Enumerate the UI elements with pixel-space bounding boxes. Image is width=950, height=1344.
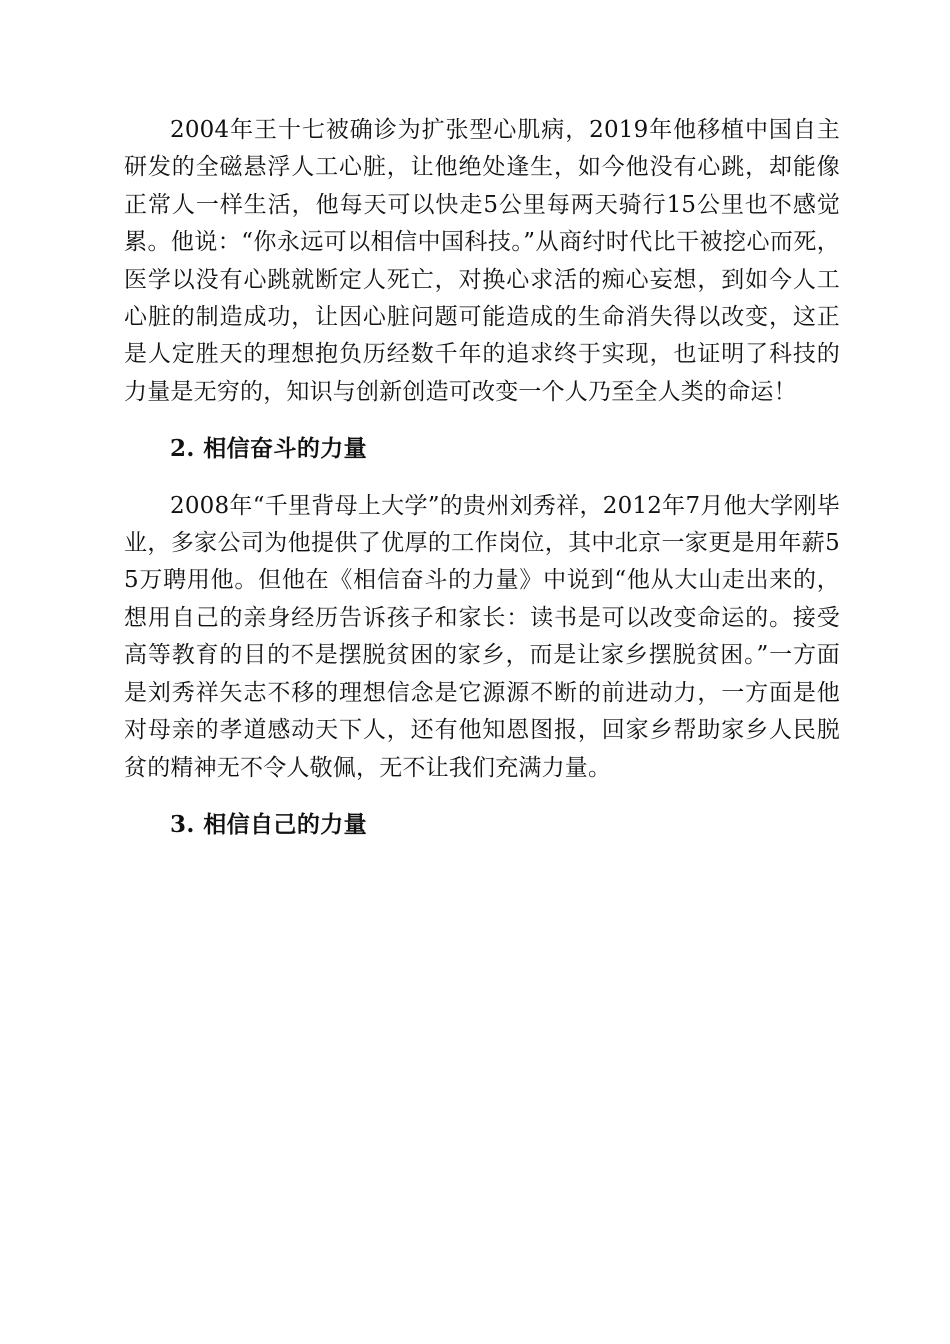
document-body	[124, 112, 840, 863]
paragraph-liu-xiuxiang: 2008年“千里背母上大学”的贵州刘秀祥，2012年7月他大学刚毕业，多家公司为他提供了优厚的工作岗位，其中北京一家更是用年薪55万聘用他。但他在《相信奋斗的力量》中说到“他从大山走出来的，想用自己的亲身经历告诉孩子和家长：读书是可以改变命运的。接受高等教育的目的不是摆脱贫困的家乡，而是让家乡摆脱贫困。”一方面是刘秀祥矢志不移的理想信念是它源源不断的前进动力，一方面是他对母亲的孝道感动天下人，还有他知恩图报，回家乡帮助家乡人民脱贫的精神无不令人敬佩，无不让我们充满力量。	[124, 492, 840, 781]
section-heading-self: 3. 相信自己的力量	[170, 810, 368, 838]
paragraph-artificial-heart: 2004年王十七被确诊为扩张型心肌病，2019年他移植中国自主研发的全磁悬浮人工心脏，让他绝处逢生，如今他没有心跳，却能像正常人一样生活，他每天可以快走5公里每两天骑行15公里也不感觉累。他说：“你永远可以相信中国科技。”从商纣时代比干被挖心而死，医学以没有心跳就断定人死亡，对换心求活的痴心妄想，到如今人工心脏的制造成功，让因心脏问题可能造成的生命消失得以改变，这正是人定胜天的理想抱负历经数千年的追求终于实现，也证明了科技的力量是无穷的，知识与创新创造可改变一个人乃至全人类的命运！	[124, 117, 840, 405]
section-heading-struggle: 2. 相信奋斗的力量	[170, 435, 368, 463]
